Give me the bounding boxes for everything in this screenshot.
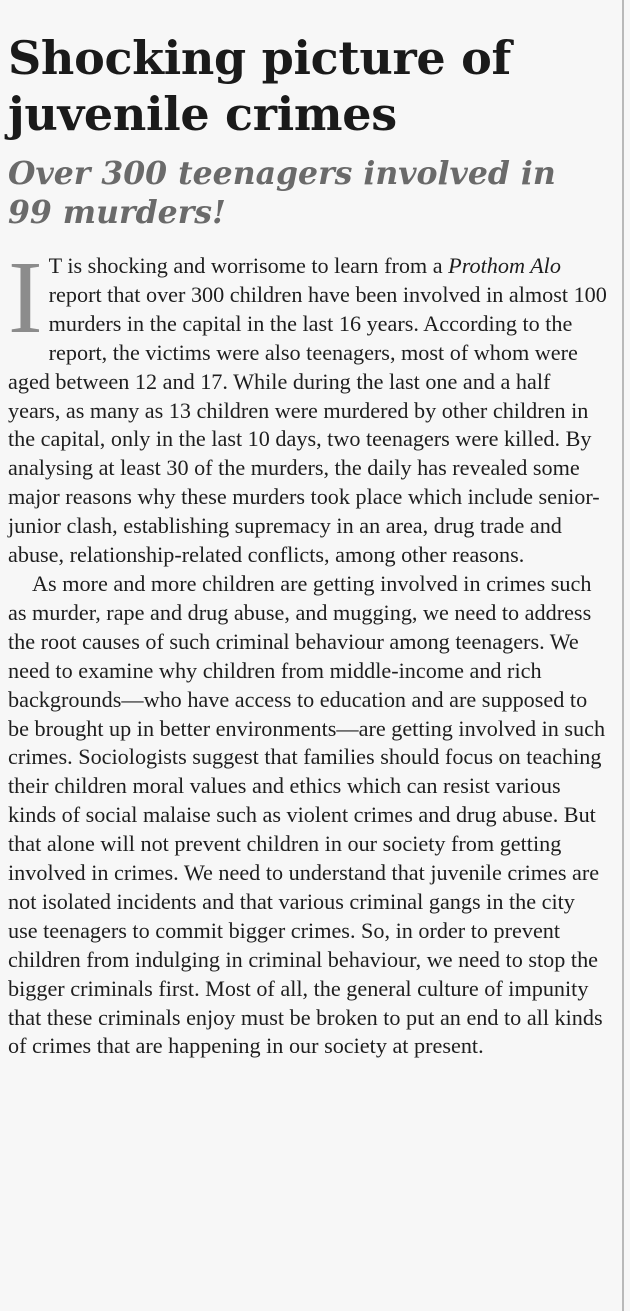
paragraph-1-lead: T is shocking and worrisome to learn from a <box>48 253 449 278</box>
subheadline: Over 300 teenagers involved in 99 murders! <box>8 155 556 231</box>
column-rule <box>622 0 624 1311</box>
drop-cap: I <box>8 240 43 355</box>
paragraph-1 <box>8 240 608 570</box>
publication-name: Prothom Alo <box>448 253 561 278</box>
paragraph-2: As more and more children are getting involved in crimes such as murder, rape and drug abuse, and mugging, we need to address the root causes of such criminal behaviour among teenagers. We need to examine why children from middle-income and rich backgrounds—who have access to education and are supposed to be brought up in better environments—are getting involved in such crimes. Sociologists suggest that families should focus on teaching their children moral values and ethics which can resist various kinds of social malaise such as violent crimes and drug abuse. But that alone will not prevent children in our society from getting involved in crimes. We need to understand that juvenile crimes are not isolated incidents and that various criminal gangs in the city use teenagers to commit bigger crimes. So, in order to prevent children from indulging in criminal behaviour, we need to stop the bigger criminals first. Most of all, the general culture of impunity that these criminals enjoy must be broken to put an end to all kinds of crimes that are happening in our society at present. <box>8 570 606 1059</box>
editorial-article <box>8 30 608 1061</box>
paragraph-1-rest: report that over 300 children have been involved in almost 100 murders in the capital in the last 16 years. According to the report, the victims were also teenagers, most of whom were aged between 12 and 17. While during the last one and a half years, as many as 13 children were murdered by other children in the capital, only in the last 10 days, two teenagers were killed. By analysing at least 30 of the murders, the daily has revealed some major reasons why these murders took place which include senior-junior clash, establishing supremacy in an area, drug trade and abuse, relationship-related conflicts, among other reasons. <box>8 281 607 568</box>
article-body <box>8 240 608 1061</box>
headline: Shocking picture of juvenile crimes <box>8 31 511 141</box>
